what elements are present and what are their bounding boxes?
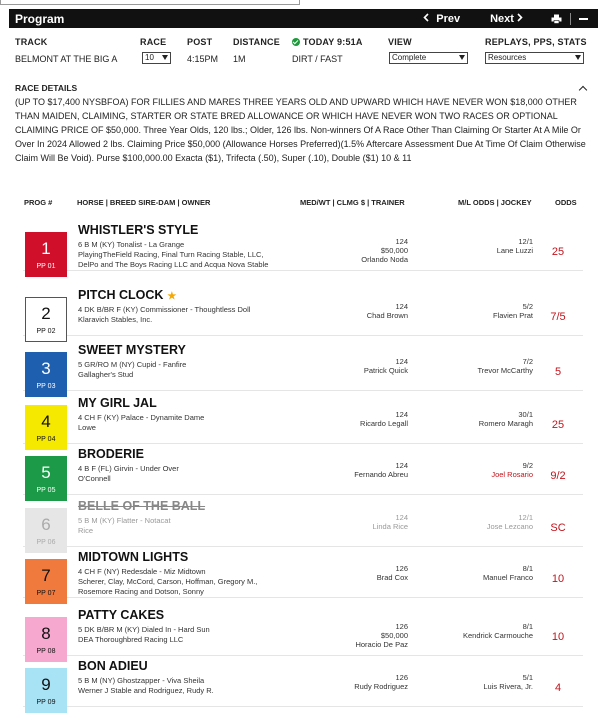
- weight-trainer: [318, 673, 408, 691]
- ml-odds-jockey: [433, 513, 533, 531]
- breed-text: 4 DK B/BR F (KY) Commissioner - Thoughtless Doll: [78, 305, 251, 314]
- race-nav: [419, 13, 551, 25]
- live-odds: 25: [551, 419, 565, 431]
- entry-row[interactable]: [23, 444, 583, 495]
- weight: 124: [395, 302, 408, 311]
- trainer: Fernando Abreu: [354, 470, 408, 479]
- live-odds: 25: [551, 246, 565, 258]
- entry-row[interactable]: [23, 285, 583, 336]
- horse-name[interactable]: [78, 608, 164, 622]
- horse-name[interactable]: [78, 343, 186, 357]
- program-number: 4: [41, 412, 51, 431]
- post-position: PP 05: [36, 487, 56, 494]
- trainer: Ricardo Legall: [360, 419, 408, 428]
- horse-name[interactable]: [78, 396, 157, 410]
- claiming-price: $50,000: [380, 631, 408, 640]
- ml-odds: 7/2: [522, 357, 533, 366]
- trainer: Horacio De Paz: [355, 640, 408, 649]
- chevron-left-icon: [423, 13, 429, 22]
- ml-odds-jockey: [433, 564, 533, 582]
- program-number: 2: [41, 304, 51, 323]
- horse-name-text: WHISTLER'S STYLE: [78, 223, 199, 237]
- post-position: PP 06: [36, 539, 56, 546]
- weight-trainer: [318, 622, 408, 649]
- trainer: Chad Brown: [366, 311, 408, 320]
- track-label: TRACK: [15, 37, 48, 47]
- col-prog: PROG #: [24, 198, 53, 207]
- jockey: Joel Rosario: [491, 470, 533, 479]
- program-title: Program: [15, 11, 65, 26]
- weight-trainer: [318, 357, 408, 375]
- ml-odds: 9/2: [522, 461, 533, 470]
- program-number-badge: [25, 456, 67, 501]
- race-select-value: 10: [145, 53, 154, 62]
- race-details-heading: RACE DETAILS: [15, 83, 78, 93]
- prev-button[interactable]: [423, 13, 460, 25]
- header-divider: [570, 13, 571, 25]
- owner-text: PlayingTheField Racing, Final Turn Racing Stable, LLC, DelPo and The Boys Racing LLC and Acqua Nova Stable: [78, 250, 269, 269]
- horse-name-text: MIDTOWN LIGHTS: [78, 550, 189, 564]
- distance-value: 1M: [233, 54, 246, 64]
- breed-text: 5 B M (NY) Ghostzapper - Viva Sheila: [78, 676, 205, 685]
- live-odds: 10: [551, 631, 565, 643]
- breed-owner: [78, 625, 283, 645]
- entry-row[interactable]: [23, 605, 583, 656]
- weight-trainer: [318, 410, 408, 428]
- post-value: 4:15PM: [187, 54, 219, 64]
- minimize-icon[interactable]: [579, 18, 588, 20]
- program-number: 9: [41, 675, 51, 694]
- program-number: 8: [41, 624, 51, 643]
- horse-name[interactable]: [78, 288, 176, 302]
- trainer: Linda Rice: [372, 522, 408, 531]
- breed-text: 4 CH F (KY) Palace - Dynamite Dame: [78, 413, 205, 422]
- breed-owner: [78, 360, 283, 380]
- horse-name[interactable]: [78, 499, 205, 513]
- ml-odds-jockey: [433, 622, 533, 640]
- ml-odds-jockey: [433, 237, 533, 255]
- today-status: [292, 37, 363, 47]
- breed-owner: [78, 413, 283, 433]
- view-select[interactable]: [389, 52, 468, 64]
- horse-name-text: PATTY CAKES: [78, 608, 165, 622]
- weight: 126: [395, 564, 408, 573]
- program-number: 6: [41, 515, 51, 534]
- weight: 124: [395, 357, 408, 366]
- horse-name-text: BON ADIEU: [78, 659, 148, 673]
- weight-trainer: [318, 461, 408, 479]
- entry-row[interactable]: [23, 547, 583, 598]
- breed-owner: [78, 567, 283, 597]
- today-label: TODAY 9:51A: [303, 37, 363, 47]
- ml-odds-jockey: [433, 357, 533, 375]
- horse-name-text: PITCH CLOCK: [78, 288, 164, 302]
- entry-row[interactable]: [23, 656, 583, 707]
- chevron-down-icon: [162, 55, 168, 60]
- weight-trainer: [318, 302, 408, 320]
- post-position: PP 01: [36, 263, 56, 270]
- post-position: PP 09: [36, 699, 56, 706]
- owner-text: Werner J Stable and Rodriguez, Rudy R.: [78, 686, 214, 695]
- col-medwt: MED/WT | CLMG $ | TRAINER: [300, 198, 405, 207]
- check-circle-icon: [292, 38, 300, 46]
- weight-trainer: [318, 513, 408, 531]
- col-jockey: M/L ODDS | JOCKEY: [458, 198, 532, 207]
- weight-trainer: [318, 237, 408, 264]
- jockey: Flavien Prat: [492, 311, 533, 320]
- weight: 124: [395, 461, 408, 470]
- entry-row[interactable]: [23, 496, 583, 547]
- next-label: Next: [490, 12, 514, 25]
- live-odds: 7/5: [550, 311, 566, 323]
- owner-text: Klaravich Stables, Inc.: [78, 315, 153, 324]
- trainer: Rudy Rodriguez: [354, 682, 408, 691]
- header-icons: [551, 13, 598, 25]
- horse-name-text: SWEET MYSTERY: [78, 343, 186, 357]
- program-number-badge: [25, 297, 67, 342]
- horse-name[interactable]: [78, 550, 188, 564]
- ml-odds: 5/2: [522, 302, 533, 311]
- horse-name[interactable]: [78, 659, 148, 673]
- breed-owner: [78, 464, 283, 484]
- prev-label: Prev: [436, 12, 461, 25]
- post-position: PP 08: [36, 648, 56, 655]
- breed-owner: [78, 676, 283, 696]
- post-position: PP 03: [36, 383, 56, 390]
- owner-text: DEA Thoroughbred Racing LLC: [78, 635, 184, 644]
- breed-owner: [78, 305, 283, 325]
- chevron-right-icon: [517, 13, 523, 22]
- jockey: Romero Maragh: [478, 419, 533, 428]
- breed-text: 4 CH F (NY) Redesdale - Miz Midtown: [78, 567, 206, 576]
- owner-text: Lowe: [78, 423, 96, 432]
- program-header: [9, 9, 598, 28]
- jockey: Kendrick Carmouche: [462, 631, 533, 640]
- horse-name-text: BRODERIE: [78, 447, 144, 461]
- ml-odds: 8/1: [522, 622, 533, 631]
- star-icon: ★: [167, 291, 177, 302]
- resources-select[interactable]: [485, 52, 584, 64]
- live-odds: SC: [550, 522, 566, 534]
- view-select-value: Complete: [392, 53, 427, 62]
- breed-text: 6 B M (KY) Tonalist - La Grange: [78, 240, 185, 249]
- weight: 124: [395, 237, 408, 246]
- col-odds: ODDS: [555, 198, 577, 207]
- program-number-badge: [25, 352, 67, 397]
- jockey: Jose Lezcano: [486, 522, 533, 531]
- trainer: Brad Cox: [376, 573, 408, 582]
- jockey: Luis Rivera, Jr.: [483, 682, 533, 691]
- trainer: Orlando Noda: [361, 255, 408, 264]
- ml-odds: 12/1: [518, 237, 533, 246]
- breed-text: 5 B M (KY) Flatter - Notacat: [78, 516, 171, 525]
- horse-name-text: MY GIRL JAL: [78, 396, 157, 410]
- breed-owner: [78, 240, 283, 270]
- entry-row[interactable]: [23, 340, 583, 391]
- breed-text: 4 B F (FL) Girvin - Under Over: [78, 464, 179, 473]
- entry-row[interactable]: [23, 393, 583, 444]
- program-number-badge: [25, 559, 67, 604]
- ml-odds-jockey: [433, 673, 533, 691]
- track-value: BELMONT AT THE BIG A: [15, 54, 118, 64]
- top-strip: [0, 0, 605, 8]
- owner-text: O'Connell: [78, 474, 111, 483]
- chevron-down-icon: [575, 55, 581, 60]
- breed-text: 5 GR/RO M (NY) Cupid - Fanfire: [78, 360, 187, 369]
- program-number: 1: [41, 239, 51, 258]
- ml-odds: 8/1: [522, 564, 533, 573]
- program-number: 7: [41, 566, 51, 585]
- view-label: VIEW: [388, 37, 412, 47]
- program-number-badge: [25, 668, 67, 713]
- race-label: RACE: [140, 37, 167, 47]
- race-details-text: (UP TO $17,400 NYSBFOA) FOR FILLIES AND MARES THREE YEARS OLD AND UPWARD WHICH HAVE NEVER WON $18,000 OTHER THAN MAIDEN, CLAIMING, STARTER OR STATE BRED ALLOWANCE OR WHICH HAVE NEVER WON TWO RACES OR OPTIONAL CLAIMING PRICE OF $50,000. Three Year Olds, 120 lbs.; Older, 126 lbs. Non-winners Of A Race Other Than Claiming Or Starter At A Mile Or Over In 2024 Allowed 2 lbs. Claiming Price $50,000 (Allowance Horses Preferred)(1.5% Aftercare Assessment Due At Time Of Claim Otherwise Claim Will Be Void). Purse $100,000.00 Exacta ($1), Trifecta (.50), Super (.10), Double ($1) 10 & 11: [15, 97, 586, 163]
- claiming-price: $50,000: [380, 246, 408, 255]
- breed-text: 5 DK B/BR M (KY) Dialed In - Hard Sun: [78, 625, 210, 634]
- owner-text: Scherer, Clay, McCord, Carson, Hoffman, Gregory M., Rosemore Racing and Dotson, Sonny: [78, 577, 258, 596]
- chevron-down-icon: [459, 55, 465, 60]
- live-odds: 5: [554, 366, 562, 378]
- ml-odds: 30/1: [518, 410, 533, 419]
- resources-select-value: Resources: [488, 53, 527, 62]
- entry-row[interactable]: [23, 220, 583, 271]
- horse-name[interactable]: [78, 447, 144, 461]
- ml-odds: 12/1: [518, 513, 533, 522]
- owner-text: Rice: [78, 526, 94, 535]
- printer-icon[interactable]: [551, 14, 562, 24]
- weight: 126: [395, 622, 408, 631]
- trainer: Patrick Quick: [363, 366, 408, 375]
- surface-value: DIRT / FAST: [292, 54, 343, 64]
- program-number: 5: [41, 463, 51, 482]
- replays-label: REPLAYS, PPS, STATS: [485, 37, 587, 47]
- jockey: Trevor McCarthy: [477, 366, 533, 375]
- distance-label: DISTANCE: [233, 37, 280, 47]
- ml-odds-jockey: [433, 461, 533, 479]
- weight: 126: [395, 673, 408, 682]
- weight: 124: [395, 410, 408, 419]
- chevron-up-icon[interactable]: [579, 86, 587, 94]
- ml-odds-jockey: [433, 302, 533, 320]
- breed-owner: [78, 516, 283, 536]
- post-position: PP 07: [36, 590, 56, 597]
- post-position: PP 04: [36, 436, 56, 443]
- jockey: Manuel Franco: [482, 573, 533, 582]
- ml-odds-jockey: [433, 410, 533, 428]
- top-input-box: [0, 0, 300, 5]
- horse-name[interactable]: [78, 223, 198, 237]
- live-odds: 4: [554, 682, 562, 694]
- owner-text: Gallagher's Stud: [78, 370, 134, 379]
- next-button[interactable]: [486, 13, 523, 25]
- weight: 124: [395, 513, 408, 522]
- live-odds: 9/2: [550, 470, 566, 482]
- live-odds: 10: [551, 573, 565, 585]
- post-label: POST: [187, 37, 213, 47]
- post-position: PP 02: [36, 328, 56, 335]
- race-select[interactable]: [142, 52, 171, 64]
- program-number: 3: [41, 359, 51, 378]
- ml-odds: 5/1: [522, 673, 533, 682]
- weight-trainer: [318, 564, 408, 582]
- horse-name-text: BELLE OF THE BALL: [78, 499, 206, 513]
- col-horse: HORSE | BREED SIRE-DAM | OWNER: [77, 198, 211, 207]
- program-number-badge: [25, 232, 67, 277]
- jockey: Lane Luzzi: [496, 246, 533, 255]
